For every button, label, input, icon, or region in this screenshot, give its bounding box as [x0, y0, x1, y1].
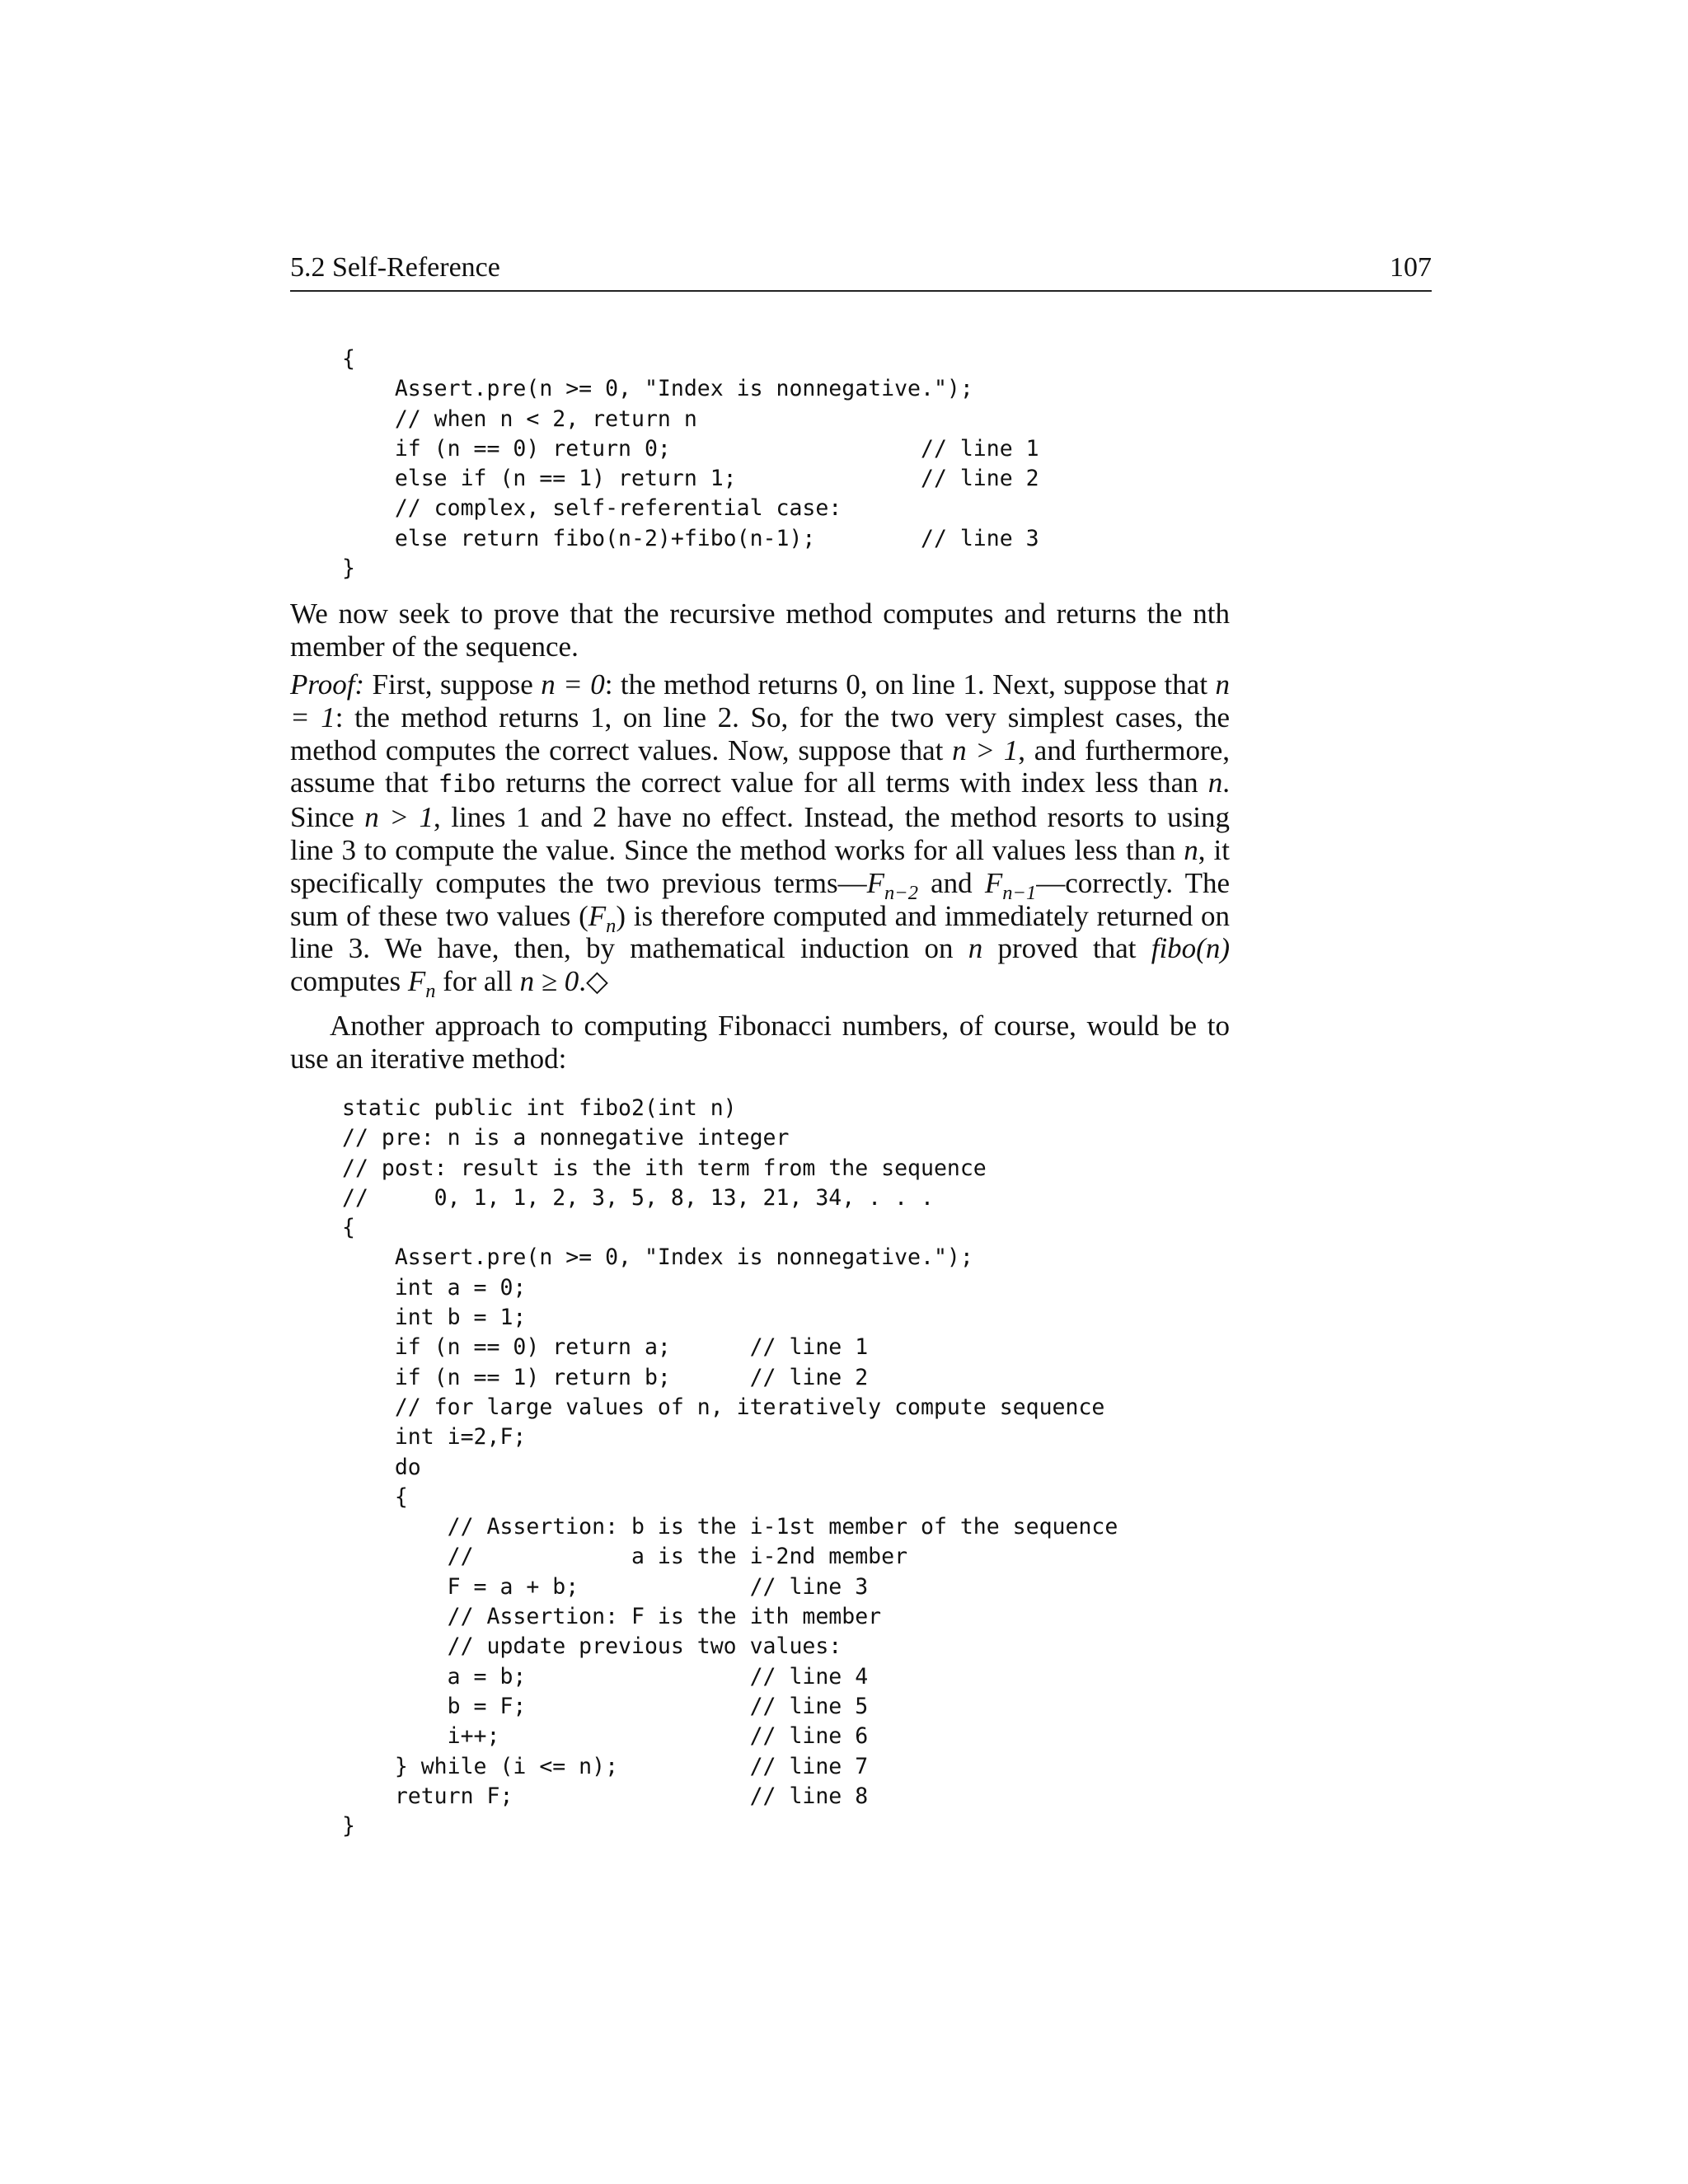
- proof-end-marker: .◇: [579, 965, 608, 998]
- proof-text: , lines 1 and 2 have no effect. Instead, the method resorts to using line 3 to compute the value. Since the method works for all values less than: [290, 801, 1231, 866]
- iterative-intro-paragraph-text: Another approach to computing Fibonacci numbers, of course, would be to use an iterative method:: [290, 1010, 1230, 1075]
- math-expression: n > 1: [364, 801, 434, 834]
- intro-paragraph: [290, 598, 1230, 663]
- running-head: [290, 247, 1432, 292]
- math-base: F: [588, 899, 607, 932]
- math-base: F: [407, 965, 426, 998]
- proof-text: : the method returns 0, on line 1. Next, suppose that: [604, 668, 1216, 701]
- proof-paragraph: [290, 668, 1231, 1003]
- math-expression: n ≥ 0: [519, 965, 579, 998]
- book-page: [290, 247, 1432, 1840]
- math-subscript: n−2: [884, 881, 919, 904]
- math-expression: n: [1184, 833, 1198, 866]
- math-subscript: n: [606, 914, 617, 937]
- inline-code-fibo: fibo: [438, 770, 496, 799]
- math-base: F: [866, 866, 884, 899]
- proof-text: for all: [435, 965, 520, 998]
- math-base: F: [984, 866, 1003, 899]
- proof-text: returns the correct value for all terms with index less than: [495, 766, 1208, 799]
- math-expression: n = 0: [541, 668, 605, 701]
- proof-text: proved that: [982, 932, 1151, 965]
- intro-paragraph-text: We now seek to prove that the recursive method computes and returns the nth member of the sequence.: [290, 598, 1230, 663]
- page-number: 107: [1390, 252, 1432, 283]
- math-expression: [407, 965, 436, 1003]
- proof-text: ) is therefore computed and immediately returned on line 3. We have, then, by mathematical induction on: [290, 899, 1231, 965]
- math-expression: n > 1: [952, 733, 1019, 766]
- math-expression: n: [968, 932, 983, 965]
- recursive-fibo-code-listing: { Assert.pre(n >= 0, "Index is nonnegative."); // when n < 2, return n if (n == 0) return 0; // line 1 else if (n == 1) return 1; // line 2 // complex, self-referential case: else return fibo(n-2)+fibo(n-1); // line 3 }: [342, 346, 1039, 582]
- proof-text: and: [918, 866, 985, 899]
- proof-text: , it specifically computes the two previous terms—: [290, 833, 1230, 899]
- math-expression: [866, 866, 919, 904]
- section-title: 5.2 Self-Reference: [290, 252, 500, 283]
- math-expression: n: [1207, 766, 1223, 799]
- proof-text: computes: [290, 965, 408, 998]
- proof-text: : the method returns 1, on line 2. So, for the two very simplest cases, the method computes the correct values. Now, suppose that: [290, 701, 1230, 766]
- proof-text: First, suppose: [364, 668, 542, 701]
- proof-text: . Since: [290, 766, 1230, 834]
- math-expression: fibo(n): [1151, 932, 1230, 965]
- math-subscript: n−1: [1002, 881, 1037, 904]
- proof-text: , and furthermore, assume that: [290, 733, 1230, 799]
- proof-label: Proof:: [290, 668, 365, 701]
- math-expression: n = 1: [290, 668, 1231, 733]
- iterative-fibo2-code-listing: static public int fibo2(int n) // pre: n is a nonnegative integer // post: result is the ith term from the sequence // 0, 1, 1, 2, 3, 5, 8, 13, 21, 34, . . . { Assert.pre(n >= 0, "Index is nonnegative."); int a = 0; int b = 1; if (n == 0) return a; // line 1 if (n == 1) return b; // line 2 // for large values of n, iteratively compute sequence int i=2,F; do { // Assertion: b is the i-1st member of the sequence // a is the i-2nd member F = a + b; // line 3 // Assertion: F is the ith member // update previous two values: a = b; // line 4 b = F; // line 5 i++; // line 6 } while (i <= n); // line 7 return F; // line 8 }: [342, 1095, 1118, 1840]
- math-expression: [984, 866, 1037, 904]
- iterative-intro-paragraph: [290, 1010, 1230, 1076]
- math-subscript: n: [425, 980, 436, 1003]
- proof-text: —correctly. The sum of these two values (: [290, 866, 1230, 932]
- math-expression: [588, 899, 617, 937]
